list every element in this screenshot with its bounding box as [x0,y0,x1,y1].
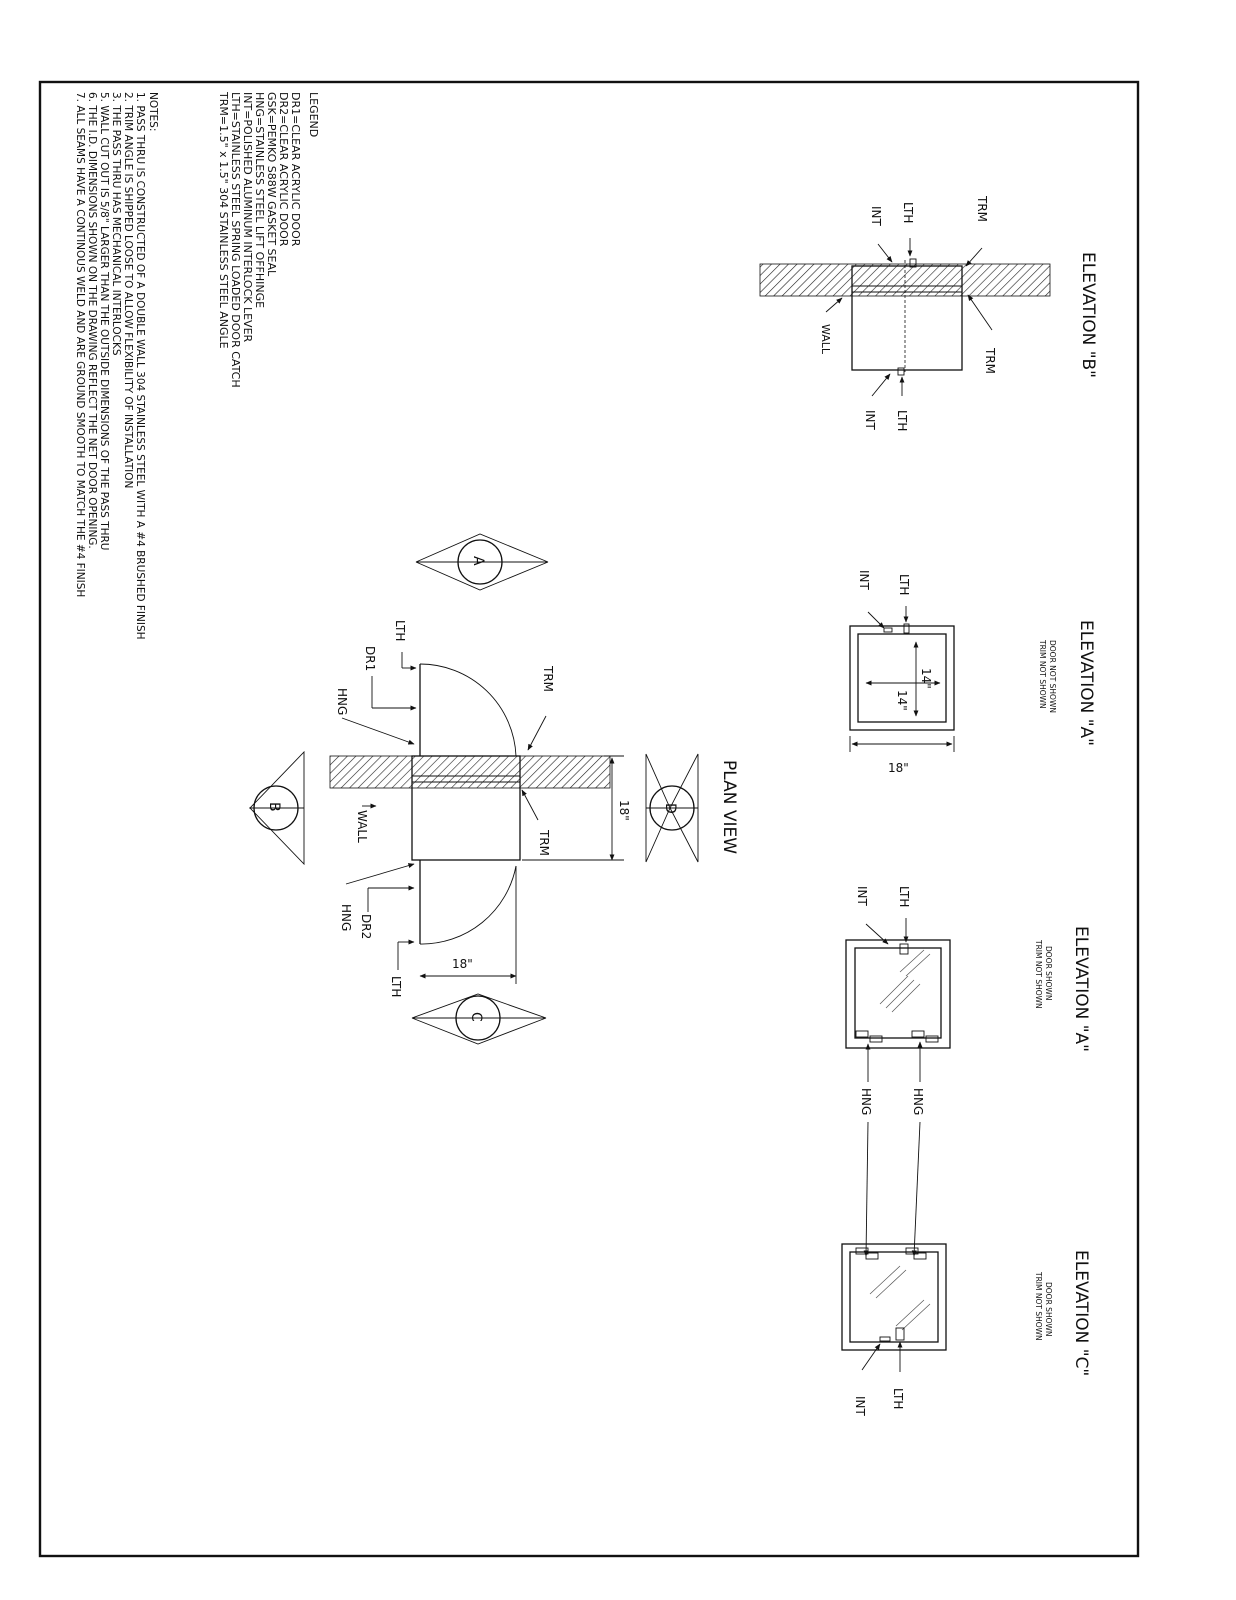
label-int: INT [855,886,869,906]
dim-depth: 18" [617,800,631,821]
latch-bottom [898,368,904,375]
leader [866,1122,868,1256]
elevation-a-sub: DOOR SHOWN [1044,946,1053,1001]
label-int: INT [853,1396,867,1416]
leader [346,864,414,884]
legend-item: DR1=CLEAR ACRYLIC DOOR [289,92,302,247]
notes-block [74,92,159,640]
latch [900,944,908,954]
label-dr2: DR2 [359,914,373,940]
notes-title: NOTES: [147,92,159,132]
label-wall: WALL [819,324,832,355]
legend-item: LTH=STAINLESS STEEL SPRING LOADED DOOR CATCH [229,92,242,388]
label-lth: LTH [897,574,911,596]
label-hng: HNG [339,904,353,932]
marker-a-label: A [470,556,486,566]
elevation-a-sub: DOOR NOT SHOWN [1048,640,1057,713]
legend-block [217,91,320,388]
elevation-a-sub: TRIM NOT SHOWN [1038,640,1047,709]
label-lth: LTH [895,410,909,432]
elevation-a-title: ELEVATION "A" [1076,620,1096,746]
leader [862,1344,880,1370]
door-swing-dr1 [420,664,516,756]
label-lth: LTH [891,1388,905,1410]
label-trm: TRM [983,348,997,375]
glass-glare [900,950,924,972]
section-marker-c [412,994,546,1044]
door-panel [855,948,941,1038]
label-int: INT [863,410,877,430]
note-item: 1. PASS THRU IS CONSTRUCTED OF A DOUBLE WALL 304 STAINLESS STEEL WITH A #4 BRUSHED FINISH [134,92,146,640]
label-trm: TRM [975,196,989,223]
interlock [880,1337,890,1341]
elevation-b-title: ELEVATION "B" [1078,252,1098,379]
label-wall: WALL [355,810,369,843]
elevation-c [842,1244,1091,1417]
outer-frame [842,1244,946,1350]
marker-d-label: D [662,803,678,814]
label-int: INT [857,570,871,590]
hinge [926,1036,938,1042]
elevation-c-sub: DOOR SHOWN [1044,1282,1053,1337]
label-int: INT [869,206,883,226]
section-marker-d [646,754,698,862]
elevation-c-sub: TRIM NOT SHOWN [1034,1272,1043,1341]
label-lth: LTH [389,976,403,998]
label-trm: TRM [537,830,551,857]
dim-width: 14" [895,690,909,711]
elevation-a-sub: TRIM NOT SHOWN [1034,940,1043,1009]
label-hng: HNG [911,1088,925,1116]
leader [968,295,992,330]
label-hng: HNG [859,1088,873,1116]
label-trm: TRM [541,666,555,693]
outer-frame [846,940,950,1048]
legend-item: TRM=1.5" x 1.5" 304 STAINLESS STEEL ANGLE [217,92,230,349]
marker-c-label: C [468,1012,484,1022]
elevation-a-title: ELEVATION "A" [1071,926,1091,1052]
dim-height: 14" [919,668,933,689]
dim-outer: 18" [888,761,909,775]
legend-title: LEGEND [307,92,320,138]
legend-item: DR2=CLEAR ACRYLIC DOOR [277,92,290,247]
marker-b-label: B [266,802,282,812]
hinge [870,1036,882,1042]
plan-view [250,534,739,1044]
leader [966,248,982,266]
elevation-c-title: ELEVATION "C" [1071,1250,1091,1377]
label-lth: LTH [393,620,407,642]
outer-frame [850,626,954,730]
hinge [856,1031,868,1037]
note-item: 2. TRIM ANGLE IS SHIPPED LOOSE TO ALLOW FLEXIBILITY OF INSTALLATION [122,92,134,489]
leader [826,298,842,312]
glass-glare [906,954,930,976]
elevation-a-open [850,570,1096,775]
elevation-a-door [846,886,1091,1256]
legend-item: GSK=PEMKO S88W GASKET SEAL [265,92,278,277]
note-item: 3. THE PASS THRU HAS MECHANICAL INTERLOCKS [110,92,122,356]
label-lth: LTH [901,202,915,224]
hinge [912,1031,924,1037]
leader [866,924,888,944]
dim-swing: 18" [452,957,473,971]
note-item: 7. ALL SEAMS HAVE A CONTINOUS WELD AND ARE GROUND SMOOTH TO MATCH THE #4 FINISH [74,92,86,598]
label-dr1: DR1 [363,646,377,672]
interlock [884,628,892,632]
label-hng: HNG [335,688,349,716]
leader [342,718,414,744]
section-marker-a [416,534,548,590]
latch [904,624,909,633]
door-panel [850,1252,938,1342]
leader [528,716,546,750]
label-lth: LTH [897,886,911,908]
leader [522,790,538,820]
latch [896,1328,904,1340]
wall-section [330,756,610,788]
section-marker-b [250,752,304,864]
note-item: 5. WALL CUT OUT IS 5/8" LARGER THAN THE OUTSIDE DIMENSIONS OF THE PASS THRU [98,92,110,551]
elevation-b [760,195,1098,431]
leader [872,374,890,396]
legend-item: HNG=STAINLESS STEEL LIFT OFFHINGE [253,92,266,309]
plan-view-title: PLAN VIEW [719,760,739,855]
leader [914,1122,920,1256]
note-item: 6. THE I.D. DIMENSIONS SHOWN ON THE DRAWING REFLECT THE NET DOOR OPENING. [86,92,98,549]
leader [878,244,892,262]
door-swing-dr2 [420,866,516,944]
legend-item: INT=POLISHED ALUMINUM INTERLOCK LEVER [241,92,254,343]
